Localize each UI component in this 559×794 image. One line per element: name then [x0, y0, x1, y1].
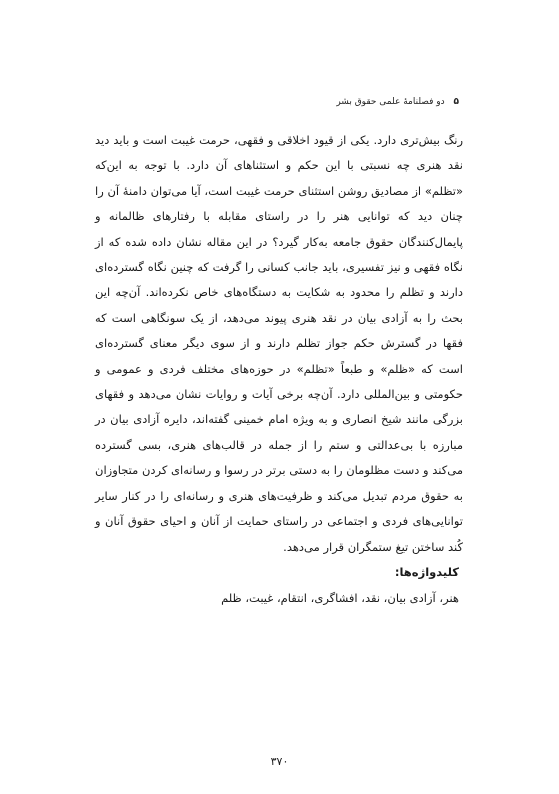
abstract-paragraph: رنگ بیش‌تری دارد. یکی از قیود اخلاقی و فقهی، حرمت غیبت است و باید دید نقد هنری چه نسبتی با این حکم و استثناهای آن دارد. با توجه به این‌که «تظلم» از مصادیق روشن استثنای حرمت غیبت است، آیا می‌توان دامنهٔ آن را چنان دید که توانایی هنر را در راستای مقابله با رفتارهای ظالمانه و پایمال‌کنندگان حقوق جامعه به‌کار گیرد؟ در این مقاله نشان داده شده که از نگاه فقهی و نیز تفسیری، باید جانب کسانی را گرفت که چنین نگاه گسترده‌ای دارند و تظلم را محدود به شکایت به دستگاه‌های خاص نکرده‌اند. آن‌چه این بحث را به آزادی بیان در نقد هنری پیوند می‌دهد، از یک سونگاهی است که فقها در گسترش حکم جواز تظلم دارند و از سوی دیگر معنای گسترده‌ای است که «ظلم» و طبعاً «تظلم» در حوزه‌های مختلف فردی و عمومی و حکومتی و بین‌المللی دارد. آن‌چه برخی آیات و روایات نشان می‌دهد و فقهای بزرگی مانند شیخ انصاری و به ویژه امام خمینی گفته‌اند، دایره آزادی بیان در مبارزه با بی‌عدالتی و ستم را از جمله در قالب‌های هنری، بسی گسترده می‌کند و دست مظلومان را به دستی برتر در رسوا و رسانه‌ای کردن متجاوزان به حقوق مردم تبدیل می‌کند و ظرفیت‌های هنری و رسانه‌ای را در کنار سایر توانایی‌های فردی و اجتماعی در راستای حمایت از آنان و احیای حقوق آنان و کُند ساختن تیغ ستمگران قرار می‌دهد.: [95, 133, 463, 554]
header-page-mark: ۵: [453, 97, 459, 107]
keywords-list: هنر، آزادی بیان، نقد، افشاگری، انتقام، غیبت، ظلم: [221, 591, 459, 605]
keywords-heading: کلیدواژه‌ها:: [394, 565, 459, 579]
running-header: [336, 97, 459, 107]
journal-title: دو فصلنامهٔ علمی حقوق بشر: [336, 97, 445, 107]
page-number: ۳۷۰: [270, 755, 289, 768]
